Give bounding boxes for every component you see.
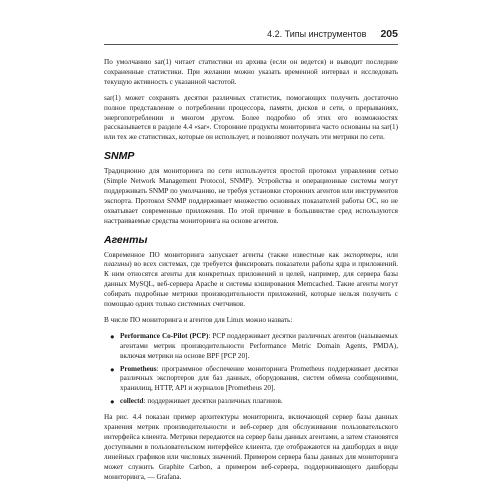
paragraph-agents-intro [104,251,398,310]
list-item-prometheus [110,364,398,395]
list-item-term: Performance Co-Pilot (PCP) [120,331,209,340]
bullet-icon: ● [110,364,115,374]
list-item-collectd [110,397,398,407]
agents-list [104,332,398,407]
list-item-description: : PCP поддерживает десятки различных агентов (называемых агентами метрик производительности Performance Metric Domain Agents, PMDA), включая метрики на основе BPF [PCP 20]. [120,331,398,360]
header-rule [104,44,398,45]
list-item-pcp [110,331,398,362]
agents-intro-part-2: , или [380,250,399,259]
page-body [104,58,398,489]
term-exporters: экспортеры [343,250,381,259]
heading-agents: Агенты [104,233,148,246]
list-item-description: : поддерживает десятки различных плагинов. [143,397,283,406]
list-item-term: Prometheus [120,364,157,373]
agents-intro-part-1: Современное ПО мониторинга запускает агенты (также известные как [104,250,344,259]
agents-intro-part-3: ) во всех системах, где требуется фиксировать показатели работы ядра и приложений. К ним относятся агенты для конкретных приложений и целей, например, для сервера базы данных MySQL, веб-сервера Apache и системы кэширования Memcached. Такие агенты могут собирать подробные метрики производительности приложений, которые нельзя получить с помощью одних только системных счетчиков. [104,260,398,309]
paragraph-sar-statistics: sar(1) может сохранять десятки различных статистик, помогающих получить достаточно полное представление о потреблении процессора, памяти, дисков и сети, о прерываниях, энергопотреблении и многом другом. Более подробно об этих его возможностях рассказывается в разделе 4.4 «sar». Сторонние продукты мониторинга часто основаны на sar(1) или тех же статистиках, которые он использует, и позволяют получать эти метрики по сети. [104,93,398,142]
list-item-term: collectd [120,397,144,406]
paragraph-architecture: На рис. 4.4 показан пример архитектуры мониторинга, включающей сервер базы данных хранения метрик производительности и веб-сервер для обслуживания пользовательского интерфейса клиента. Метрики передаются на сервер базы данных агентами, а затем становятся доступными в пользовательском интерфейсе клиента, где отображаются на дашбордах в виде линейных графиков или числовых значений. Примером сервера базы данных для мониторинга может служить Graphite Carbon, а примером веб-сервера, поддерживающего дашборды мониторинга, — Grafana. [104,413,398,481]
running-header [104,28,398,40]
section-title: 4.2. Типы инструментов [267,29,367,39]
bullet-icon: ● [110,397,115,407]
list-item-description: : программное обеспечение мониторинга Prometheus поддерживает десятки различных экспортеров для баз данных, оборудования, систем обмена сообщениями, хранилищ, HTTP, API и журналов [Prometheus 20]. [120,364,398,393]
term-plugins: плагины [104,260,130,269]
paragraph-snmp: Традиционно для мониторинга по сети используется простой протокол управления сетью (Simple Network Management Protocol, SNMP). Устройства и операционные системы могут поддерживать SNMP по умолчанию, не требуя установки сторонних агентов или инструментов экспорта. Протокол SNMP поддерживает множество основных показателей работы ОС, но не охватывает современные приложения. По этой причине в большинстве сред используются настраиваемые средства мониторинга на основе агентов. [104,167,398,225]
heading-snmp: SNMP [104,150,135,163]
bullet-icon: ● [110,331,115,341]
paragraph-agents-list-intro: В числе ПО мониторинга и агентов для Linux можно назвать: [104,315,293,324]
paragraph-sar-default: По умолчанию sar(1) читает статистики из архива (если он ведется) и выводит последние сохраненные статистики. При желании можно указать временной интервал и исследовать текущую активность с указанной частотой. [104,58,398,86]
page-number: 205 [380,28,398,40]
